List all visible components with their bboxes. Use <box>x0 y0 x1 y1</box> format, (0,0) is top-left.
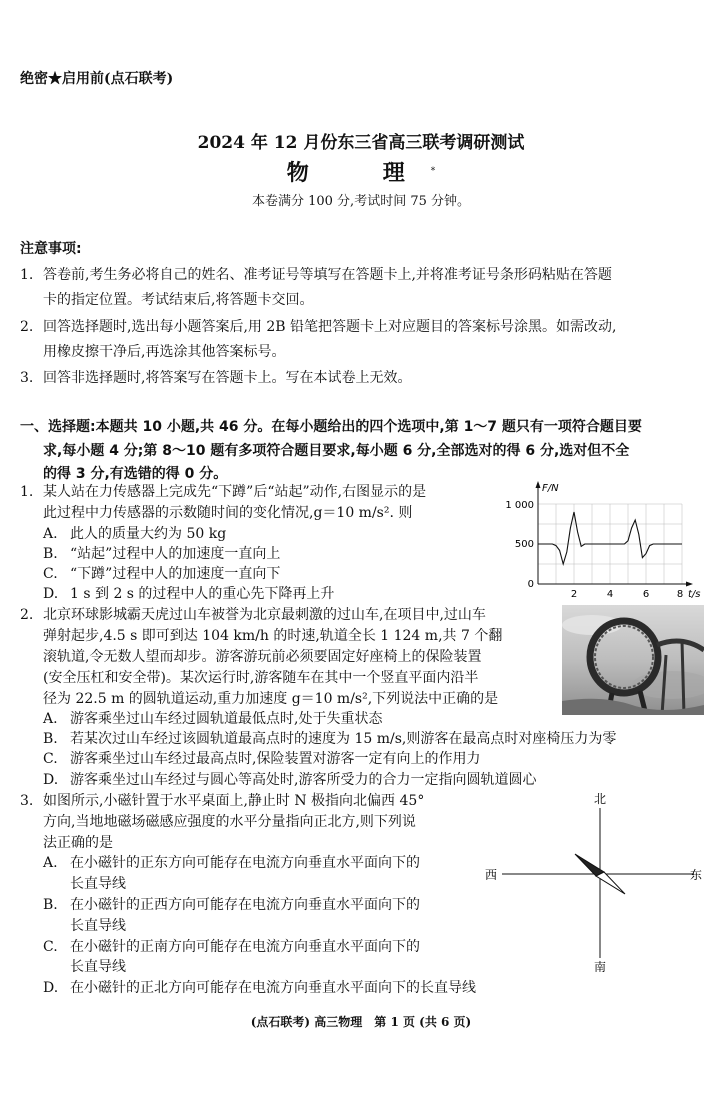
exam-info: 本卷满分 100 分,考试时间 75 分钟。 <box>251 194 471 209</box>
x-tick-6: 6 <box>642 589 650 600</box>
section1-line-1: 一、选择题:本题共 10 小题,共 46 分。在每小题给出的四个选项中,第 1～7 题只有一项符合题目要 <box>20 419 642 435</box>
photo-support <box>682 641 684 715</box>
subject-mark: * <box>430 166 436 177</box>
note-3-num: 3. <box>20 370 34 386</box>
force-time-chart <box>500 476 712 600</box>
q1-option-d-label: D. <box>43 586 59 602</box>
q1-num: 1. <box>20 484 34 500</box>
q2-option-b-label: B. <box>43 731 58 747</box>
q2-option-c: 游客乘坐过山车经过最高点时,保险装置对游客一定有向上的作用力 <box>70 751 481 767</box>
x-tick-4: 4 <box>606 589 614 600</box>
roller-coaster-photo <box>562 605 704 715</box>
q3-option-b-line-2: 长直导线 <box>70 918 126 934</box>
exam-title: 2024 年 12 月份东三省高三联考调研测试 <box>197 133 525 153</box>
q3-option-b-label: B. <box>43 897 58 913</box>
q3-option-d-label: D. <box>43 980 59 996</box>
q3-option-a-line-1: 在小磁针的正东方向可能存在电流方向垂直水平面向下的 <box>70 855 420 871</box>
x-axis-arrow <box>686 582 693 587</box>
q1-option-a: 此人的质量大约为 50 kg <box>70 526 227 542</box>
y-tick-1000: 1 000 <box>505 500 534 511</box>
label-south: 南 <box>593 960 607 974</box>
secret-label: 绝密★启用前(点石联考) <box>20 71 174 87</box>
q1-option-c-label: C. <box>43 566 58 582</box>
q2-line-5: 径为 22.5 m 的圆轨道运动,重力加速度 g＝10 m/s²,下列说法中正确的是 <box>43 691 499 707</box>
note-2-line-1: 回答选择题时,选出每小题答案后,用 2B 铅笔把答题卡上对应题目的答案标号涂黑。如需改动, <box>43 319 617 335</box>
q2-line-4: (安全压杠和安全带)。某次运行时,游客随车在其中一个竖直平面内沿半 <box>43 670 479 686</box>
page-footer: (点石联考) 高三物理 第 1 页 (共 6 页) <box>250 1015 472 1029</box>
y-tick-0: 0 <box>527 579 534 590</box>
q3-option-a-label: A. <box>43 855 58 871</box>
q2-option-b: 若某次过山车经过该圆轨道最高点时的速度为 15 m/s,则游客在最高点时对座椅压力为零 <box>70 731 617 747</box>
q1-option-c: “下蹲”过程中人的加速度一直向下 <box>70 566 281 582</box>
q3-option-c-line-2: 长直导线 <box>70 959 126 975</box>
q1-option-a-label: A. <box>43 526 58 542</box>
note-1-num: 1. <box>20 267 34 283</box>
x-axis-label: t/s <box>688 589 701 600</box>
section1-line-3: 的得 3 分,有选错的得 0 分。 <box>43 466 228 482</box>
q3-option-b-line-1: 在小磁针的正西方向可能存在电流方向垂直水平面向下的 <box>70 897 420 913</box>
q3-line-1: 如图所示,小磁针置于水平桌面上,静止时 N 极指向北偏西 45° <box>43 793 425 809</box>
q1-option-b: “站起”过程中人的加速度一直向上 <box>70 546 281 562</box>
note-1-line-2: 卡的指定位置。考试结束后,将答题卡交回。 <box>43 292 314 308</box>
q1-line-2: 此过程中力传感器的示数随时间的变化情况,g＝10 m/s². 则 <box>43 505 413 521</box>
y-axis-label: F/N <box>542 483 559 494</box>
q3-option-c-line-1: 在小磁针的正南方向可能存在电流方向垂直水平面向下的 <box>70 939 420 955</box>
y-axis-arrow <box>536 481 541 488</box>
label-north: 北 <box>593 792 607 806</box>
x-tick-2: 2 <box>570 589 578 600</box>
q1-option-b-label: B. <box>43 546 58 562</box>
notes-heading: 注意事项: <box>20 241 82 257</box>
q2-option-d: 游客乘坐过山车经过与圆心等高处时,游客所受力的合力一定指向圆轨道圆心 <box>70 772 537 788</box>
q3-line-3: 法正确的是 <box>43 835 113 851</box>
subject-name: 物 理 <box>286 160 431 186</box>
y-tick-500: 500 <box>514 539 534 550</box>
q3-num: 3. <box>20 793 34 809</box>
x-tick-8: 8 <box>676 589 684 600</box>
label-east: 东 <box>690 868 703 882</box>
q1-option-d: 1 s 到 2 s 的过程中人的重心先下降再上升 <box>70 586 335 602</box>
q2-option-d-label: D. <box>43 772 59 788</box>
q2-num: 2. <box>20 607 34 623</box>
q2-line-1: 北京环球影城霸天虎过山车被誉为北京最刺激的过山车,在项目中,过山车 <box>43 607 486 623</box>
q2-option-a: 游客乘坐过山车经过圆轨道最低点时,处于失重状态 <box>70 711 383 727</box>
q2-option-a-label: A. <box>43 711 58 727</box>
label-west: 西 <box>485 868 498 882</box>
note-2-num: 2. <box>20 319 34 335</box>
note-1-line-1: 答卷前,考生务必将自己的姓名、准考证号等填写在答题卡上,并将准考证号条形码粘贴在答题 <box>43 267 612 283</box>
section1-line-2: 求,每小题 4 分;第 8～10 题有多项符合题目要求,每小题 6 分,全部选对的得 6 分,选对但不全 <box>43 443 630 459</box>
q3-option-d-line-1: 在小磁针的正北方向可能存在电流方向垂直水平面向下的长直导线 <box>70 980 476 996</box>
note-2-line-2: 用橡皮擦干净后,再选涂其他答案标号。 <box>43 344 286 360</box>
note-3-line-1: 回答非选择题时,将答案写在答题卡上。写在本试卷上无效。 <box>43 370 412 386</box>
q1-line-1: 某人站在力传感器上完成先“下蹲”后“站起”动作,右图显示的是 <box>43 484 427 500</box>
q3-line-2: 方向,当地地磁场磁感应强度的水平分量指向正北方,则下列说 <box>43 814 416 830</box>
q3-option-c-label: C. <box>43 939 58 955</box>
q3-option-a-line-2: 长直导线 <box>70 876 126 892</box>
q2-option-c-label: C. <box>43 751 58 767</box>
q2-line-3: 滚轨道,令无数人望而却步。游客游玩前必须要固定好座椅上的保险装置 <box>43 649 482 665</box>
compass-diagram <box>480 788 710 974</box>
q2-line-2: 弹射起步,4.5 s 即可到达 104 km/h 的时速,轨道全长 1 124 m,共 7 个翻 <box>43 628 503 644</box>
subject-title <box>0 156 722 187</box>
